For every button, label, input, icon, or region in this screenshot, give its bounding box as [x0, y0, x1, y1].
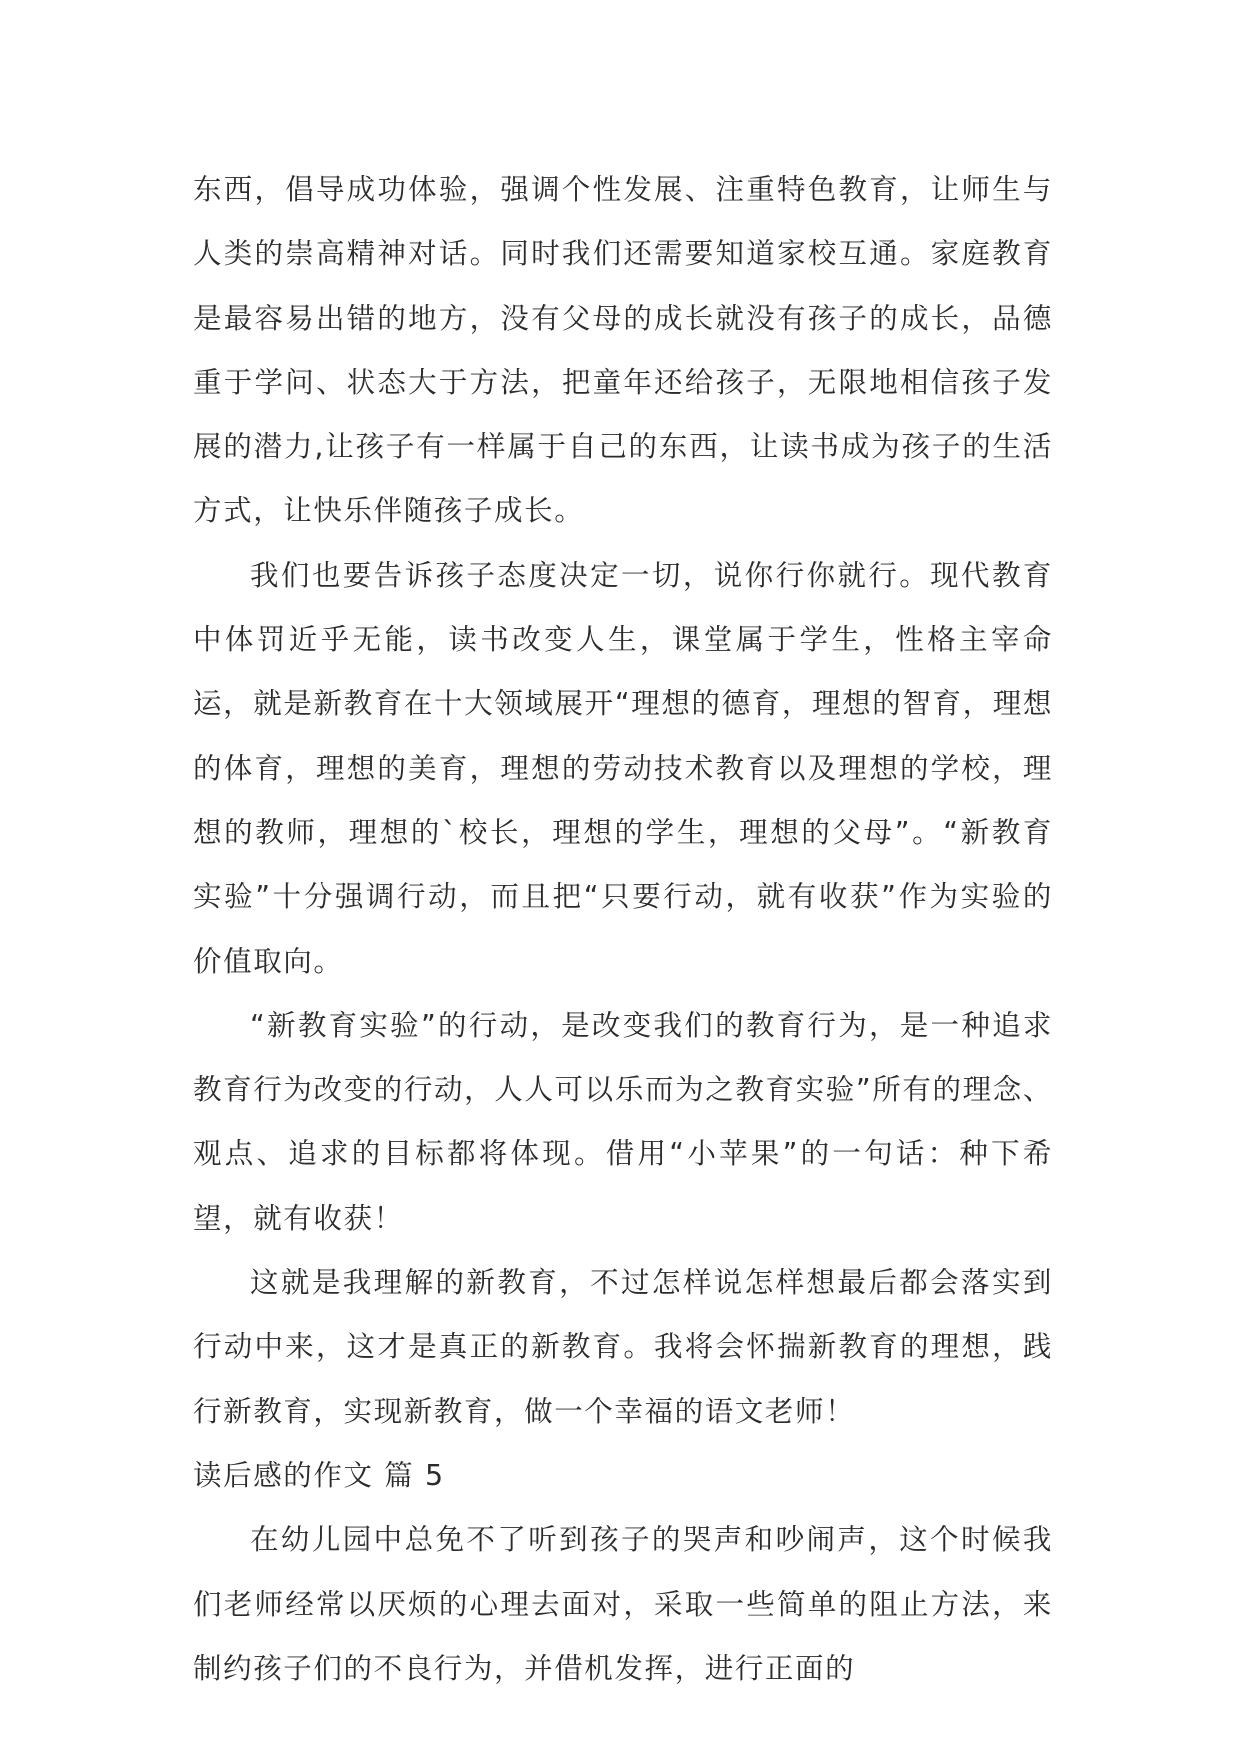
paragraph: “新教育实验”的行动，是改变我们的教育行为，是一种追求教育行为改变的行动，人人可以乐而为之教育实验”所有的理念、观点、追求的目标都将体现。借用“小苹果”的一句话：种下希望，就有收获！	[193, 1008, 1053, 1235]
document-body	[193, 158, 1053, 1701]
paragraph: 在幼儿园中总免不了听到孩子的哭声和吵闹声，这个时候我们老师经常以厌烦的心理去面对，采取一些简单的阻止方法，来制约孩子们的不良行为，并借机发挥，进行正面的	[193, 1523, 1053, 1685]
paragraph: 这就是我理解的新教育，不过怎样说怎样想最后都会落实到行动中来，这才是真正的新教育。我将会怀揣新教育的理想，践行新教育，实现新教育，做一个幸福的语文老师！	[193, 1266, 1053, 1428]
paragraph-continued: 东西，倡导成功体验，强调个性发展、注重特色教育，让师生与人类的崇高精神对话。同时我们还需要知道家校互通。家庭教育是最容易出错的地方，没有父母的成长就没有孩子的成长，品德重于学问、状态大于方法，把童年还给孩子，无限地相信孩子发展的潜力,让孩子有一样属于自己的东西，让读书成为孩子的生活方式，让快乐伴随孩子成长。	[193, 173, 1053, 528]
paragraph: 我们也要告诉孩子态度决定一切，说你行你就行。现代教育中体罚近乎无能，读书改变人生，课堂属于学生，性格主宰命运，就是新教育在十大领域展开“理想的德育，理想的智育，理想的体育，理想的美育，理想的劳动技术教育以及理想的学校，理想的教师，理想的`校长，理想的学生，理想的父母”。“新教育实验”十分强调行动，而且把“只要行动，就有收获”作为实验的价值取向。	[193, 558, 1053, 978]
section-heading: 读后感的作文 篇 5	[193, 1458, 445, 1492]
